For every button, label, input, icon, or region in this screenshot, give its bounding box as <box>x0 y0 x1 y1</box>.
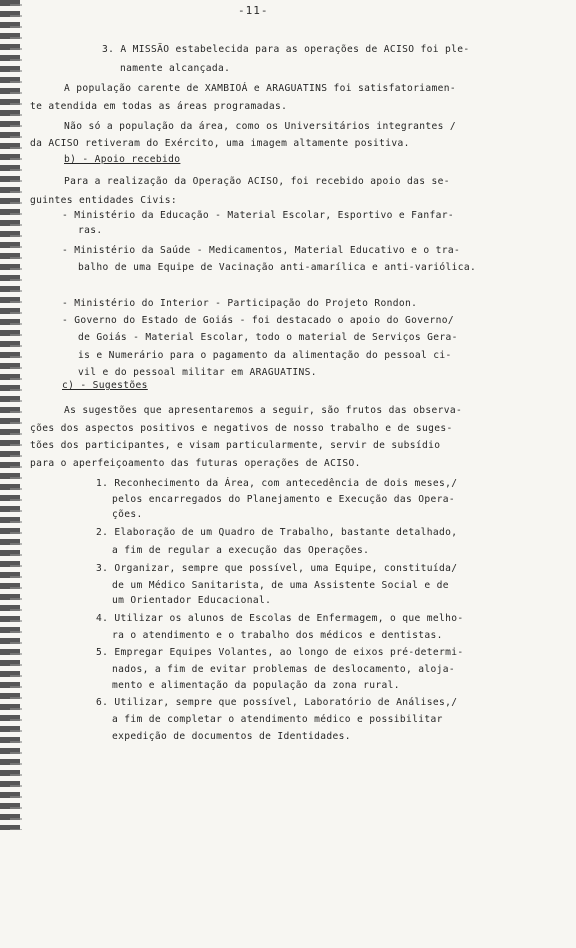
page-number: -11- <box>238 4 269 17</box>
text-line: guintes entidades Civis: <box>30 195 178 206</box>
text-line: mento e alimentação da população da zona rural. <box>112 680 400 691</box>
list-item: 5. Empregar Equipes Volantes, ao longo de eixos pré-determi- <box>96 647 464 658</box>
text-line: nados, a fim de evitar problemas de deslocamento, aloja- <box>112 664 456 675</box>
text-line: - Ministério do Interior - Participação do Projeto Rondon. <box>62 298 418 309</box>
text-line: A população carente de XAMBIOÁ e ARAGUATINS foi satisfatoriamen- <box>64 83 457 94</box>
text-line: Para a realização da Operação ACISO, foi recebido apoio das se- <box>64 176 450 187</box>
list-item: 2. Elaboração de um Quadro de Trabalho, bastante detalhado, <box>96 527 458 538</box>
list-item: 3. Organizar, sempre que possível, uma Equipe, constituída/ <box>96 563 458 574</box>
list-item: 1. Reconhecimento da Área, com antecedência de dois meses,/ <box>96 478 458 489</box>
text-line: - Ministério da Educação - Material Escolar, Esportivo e Fanfar- <box>62 210 455 221</box>
text-line: - Governo do Estado de Goiás - foi destacado o apoio do Governo/ <box>62 315 455 326</box>
list-item: 6. Utilizar, sempre que possível, Laboratório de Análises,/ <box>96 697 458 708</box>
text-line: de Goiás - Material Escolar, todo o material de Serviços Gera- <box>78 332 458 343</box>
text-line: ras. <box>78 225 103 236</box>
text-line: a fim de regular a execução das Operações. <box>112 545 370 556</box>
text-line: expedição de documentos de Identidades. <box>112 731 351 742</box>
text-line: ra o atendimento e o trabalho dos médicos e dentistas. <box>112 630 443 641</box>
text-line: ções dos aspectos positivos e negativos de nosso trabalho e de suges- <box>30 423 453 434</box>
list-item: 4. Utilizar os alunos de Escolas de Enfermagem, o que melho- <box>96 613 464 624</box>
text-line: is e Numerário para o pagamento da alimentação do pessoal ci- <box>78 350 452 361</box>
text-line: vil e do pessoal militar em ARAGUATINS. <box>78 367 317 378</box>
text-line: pelos encarregados do Planejamento e Execução das Opera- <box>112 494 456 505</box>
text-line: balho de uma Equipe de Vacinação anti-amarílica e anti-variólica. <box>78 262 477 273</box>
text-line: para o aperfeiçoamento das futuras operações de ACISO. <box>30 458 361 469</box>
section-heading: b) - Apoio recebido <box>64 154 181 165</box>
text-line: ções. <box>112 509 143 520</box>
text-line: Não só a população da área, como os Universitários integrantes / <box>64 121 457 132</box>
section-heading: c) - Sugestões <box>62 380 148 391</box>
text-line: te atendida em todas as áreas programadas. <box>30 101 288 112</box>
text-line: a fim de completar o atendimento médico e possibilitar <box>112 714 443 725</box>
text-line: namente alcançada. <box>120 63 231 74</box>
text-line: 3. A MISSÃO estabelecida para as operações de ACISO foi ple- <box>102 44 470 55</box>
text-line: As sugestões que apresentaremos a seguir, são frutos das observa- <box>64 405 463 416</box>
text-line: - Ministério da Saúde - Medicamentos, Material Educativo e o tra- <box>62 245 461 256</box>
text-line: tões dos participantes, e visam particularmente, servir de subsídio <box>30 440 441 451</box>
text-line: da ACISO retiveram do Exército, uma imagem altamente positiva. <box>30 138 410 149</box>
spiral-binding <box>0 0 20 830</box>
text-line: de um Médico Sanitarista, de uma Assistente Social e de <box>112 580 449 591</box>
text-line: um Orientador Educacional. <box>112 595 272 606</box>
